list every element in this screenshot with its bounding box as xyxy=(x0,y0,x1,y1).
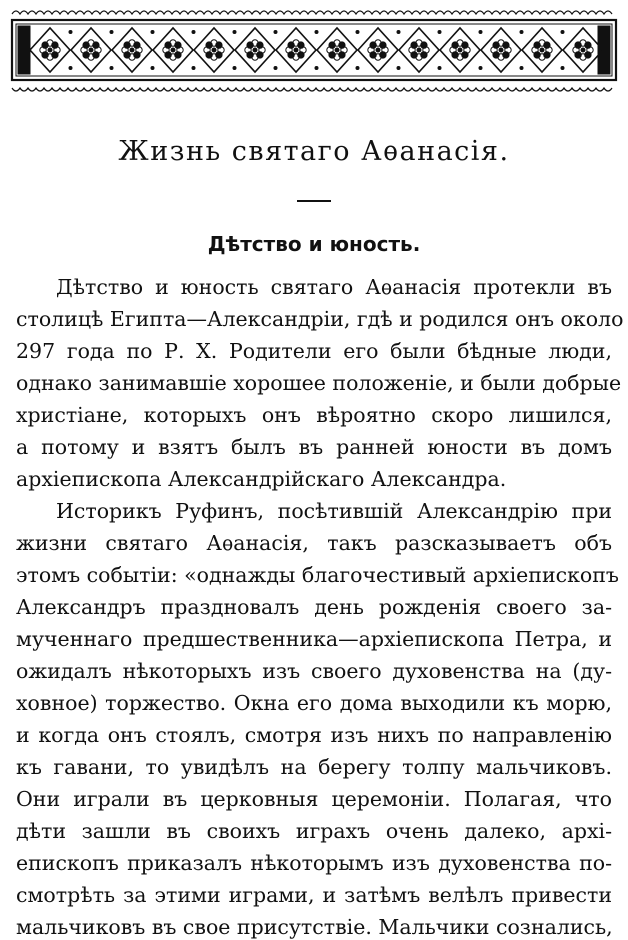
ornament-rosette-petal xyxy=(216,42,222,48)
ornament-rosette-center xyxy=(130,48,135,53)
ornament-rosette-petal xyxy=(175,42,181,48)
text-line: епископъ приказалъ нѣкоторымъ изъ духовенства по- xyxy=(16,851,612,875)
ornament-dot xyxy=(69,66,73,70)
ornament-rosette-petal xyxy=(339,42,345,48)
ornament-rosette-petal xyxy=(421,42,427,48)
ornament-rosette-center xyxy=(212,48,217,53)
text-line-overflow: мальчиковъ въ свое присутствіе. Мальчики сознались, xyxy=(16,915,613,939)
ornament-dot xyxy=(479,66,483,70)
section-subtitle: Дѣтство и юность. xyxy=(207,232,421,256)
ornament-dot xyxy=(479,30,483,34)
ornament-rosette-center xyxy=(417,48,422,53)
ornament-dot xyxy=(233,30,237,34)
ornament-rosette-petal xyxy=(93,42,99,48)
ornament-rosette-center xyxy=(171,48,176,53)
ornament-dot xyxy=(151,66,155,70)
ornament-rosette-petal xyxy=(380,42,386,48)
text-line: Историкъ Руфинъ, посѣтившій Александрію при xyxy=(56,499,612,523)
ornament-dot xyxy=(192,30,196,34)
ornament-dot xyxy=(274,66,278,70)
ornament-dot xyxy=(356,66,360,70)
ornament-rosette-center xyxy=(499,48,504,53)
ornament-rosette-petal xyxy=(52,42,58,48)
ornament-dot xyxy=(110,66,114,70)
ornament-rosette-petal xyxy=(544,42,550,48)
text-line: однако занимавшіе хорошее положеніе, и были добрые xyxy=(16,371,622,395)
ornament-scallop-edge xyxy=(12,88,612,91)
ornament-rosette-center xyxy=(458,48,463,53)
decorative-header-band xyxy=(8,6,620,98)
text-line: архіепископа Александрійскаго Александра. xyxy=(16,467,507,491)
ornament-dot xyxy=(438,66,442,70)
text-line: мученнаго предшественника—архіепископа Петра, и xyxy=(16,627,612,651)
text-line: жизни святаго Аѳанасія, такъ разсказываетъ объ xyxy=(16,531,612,555)
ornament-dot xyxy=(356,30,360,34)
ornament-rosette-petal xyxy=(462,42,468,48)
ornament-rosette-center xyxy=(294,48,299,53)
text-line: ожидалъ нѣкоторыхъ изъ своего духовенства на (ду- xyxy=(16,659,612,683)
text-line: ховное) торжество. Окна его дома выходили къ морю, xyxy=(16,691,612,715)
ornament-rosette-center xyxy=(540,48,545,53)
text-line: христіане, которыхъ онъ вѣроятно скоро лишился, xyxy=(16,403,612,427)
text-line: и когда онъ стоялъ, смотря изъ нихъ по направленію xyxy=(16,723,612,747)
text-line: а потому и взятъ былъ въ ранней юности въ домъ xyxy=(16,435,612,459)
text-line: смотрѣть за этими играми, и затѣмъ велѣлъ привести xyxy=(16,883,612,907)
ornament-scallop-edge xyxy=(12,11,612,14)
ornament-dot xyxy=(315,30,319,34)
ornament-rosette-petal xyxy=(298,42,304,48)
text-line: Александръ праздновалъ день рожденія своего за- xyxy=(16,595,612,619)
ornament-rosette-petal xyxy=(134,42,140,48)
ornament-dot xyxy=(397,30,401,34)
ornament-rosette-petal xyxy=(257,42,263,48)
text-line: Дѣтство и юность святаго Аѳанасія протекли въ xyxy=(56,275,612,299)
ornament-dot xyxy=(151,30,155,34)
ornament-dot xyxy=(110,30,114,34)
ornament-dot xyxy=(192,66,196,70)
text-line: дѣти зашли въ своихъ играхъ очень далеко, архі- xyxy=(16,819,612,843)
ornament-rosette-center xyxy=(335,48,340,53)
text-line: столицѣ Египта—Александріи, гдѣ и родился онъ около xyxy=(16,307,624,331)
ornament-dot xyxy=(233,66,237,70)
ornament-dot xyxy=(438,30,442,34)
text-line: 297 года по Р. Х. Родители его были бѣдные люди, xyxy=(16,339,612,363)
title-divider xyxy=(297,200,331,202)
ornament-rosette-petal xyxy=(503,42,509,48)
ornament-rosette-center xyxy=(376,48,381,53)
ornament-rosette-center xyxy=(581,48,586,53)
ornament-rosette-center xyxy=(89,48,94,53)
ornament-dot xyxy=(561,30,565,34)
text-line: къ гавани, то увидѣлъ на берегу толпу мальчиковъ. xyxy=(16,755,612,779)
ornament-dot xyxy=(520,66,524,70)
ornament-dot xyxy=(315,66,319,70)
ornament-rosette-center xyxy=(253,48,258,53)
ornament-dot xyxy=(397,66,401,70)
ornament-rosette-center xyxy=(48,48,53,53)
ornament-dot xyxy=(561,66,565,70)
ornament-dot xyxy=(69,30,73,34)
text-line: этомъ событіи: «однажды благочестивый архіепископъ xyxy=(16,563,619,587)
ornament-dot xyxy=(520,30,524,34)
ornament-dot xyxy=(274,30,278,34)
text-line: Они играли въ церковныя церемоніи. Полагая, что xyxy=(16,787,612,811)
chapter-title: Жизнь святаго Аѳанасія. xyxy=(118,136,510,167)
ornament-rosette-petal xyxy=(585,42,591,48)
